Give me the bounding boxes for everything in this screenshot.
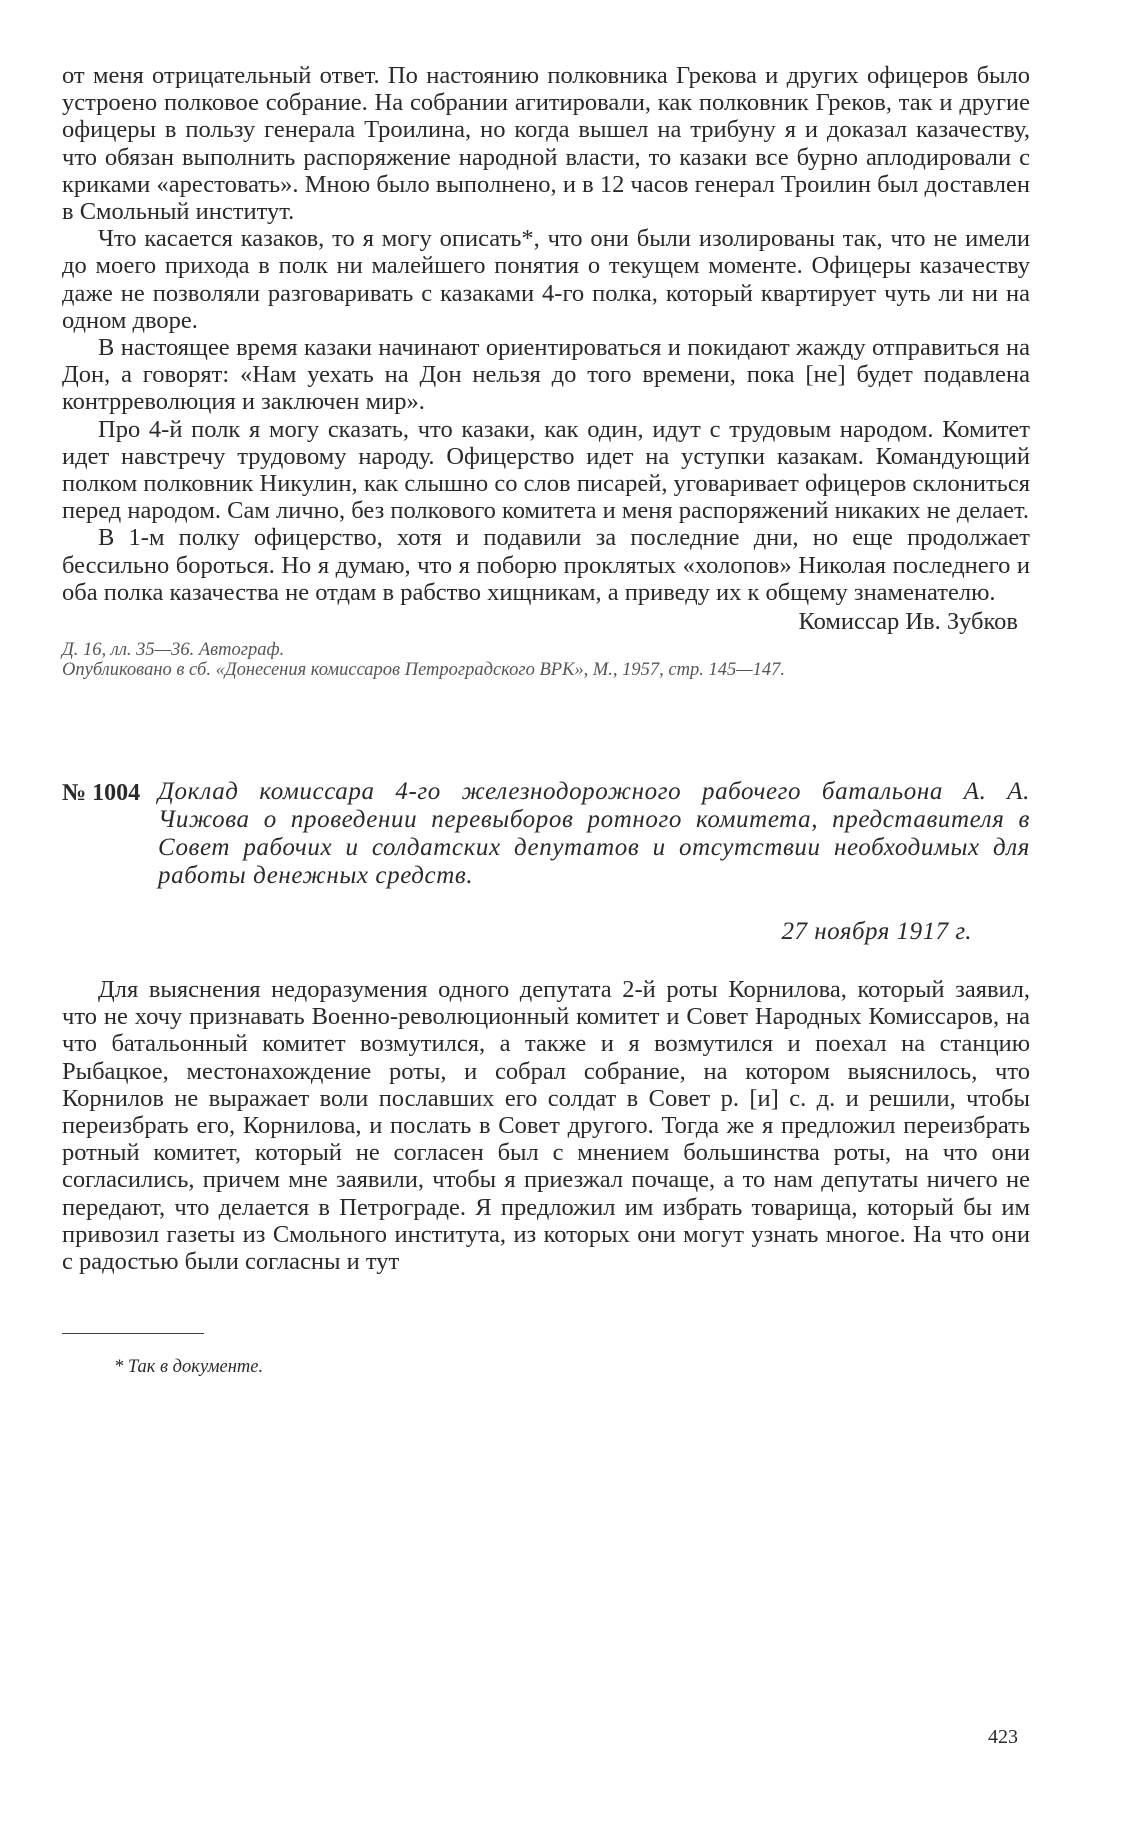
page-number: 423: [988, 1726, 1018, 1748]
document-header: [62, 778, 1030, 890]
paragraph-cossacks: Что касается казаков, то я могу описать*, что они были изолированы так, что не имели до моего прихода в полк ни малейшего понятия о текущем моменте. Офицеры казачеству даже не позволяли разговаривать с казаками 4-го полка, который квартирует чуть ли ни на одном дворе.: [62, 225, 1030, 334]
source-archive: Д. 16, лл. 35—36. Автограф.: [62, 640, 285, 661]
source-published: Опубликовано в сб. «Донесения комиссаров Петроградского ВРК», М., 1957, стр. 145—147.: [62, 660, 786, 681]
footnote-divider: [62, 1333, 204, 1334]
document-body: Для выяснения недоразумения одного депутата 2-й роты Корнилова, который заявил, что не хочу признавать Военно-революционный комитет и Совет Народных Комиссаров, на что батальонный комитет возмутился, а также и я возмутился и поехал на станцию Рыбацкое, местонахождение роты, и собрал собрание, на котором выяснилось, что Корнилов не выражает воли пославших его солдат в Совет р. [и] с. д. и решили, чтобы переизбрать его, Корнилова, и послать в Совет другого. Тогда же я предложил переизбрать ротный комитет, который не согласен был с мнением большинства роты, на что они согласились, причем мне заявили, чтобы я приезжал почаще, а то нам депутаты ничего не передают, что делается в Петрограде. Я предложил им избрать товарища, который бы им привозил газеты из Смольного института, из которых они могут узнать многое. На что они с радостью были согласны и тут: [62, 976, 1030, 1276]
document-date: 27 ноября 1917 г.: [781, 918, 972, 946]
paragraph-continuation: от меня отрицательный ответ. По настоянию полковника Грекова и других офицеров было устроено полковое собрание. На собрании агитировали, как полковник Греков, так и другие офицеры в пользу генерала Троилина, но когда вышел на трибуну я и доказал казачеству, что обязан выполнить распоряжение народной власти, то казаки все бурно аплодировали с криками «арестовать». Мною было выполнено, и в 12 часов генерал Троилин был доставлен в Смольный институт.: [62, 62, 1030, 226]
paragraph-present-time: В настоящее время казаки начинают ориентироваться и покидают жажду отправиться на Дон, а говорят: «Нам уехать на Дон нельзя до того времени, пока [не] будет подавлена контрреволюция и заключен мир».: [62, 334, 1030, 416]
paragraph-4th-regiment: Про 4-й полк я могу сказать, что казаки, как один, идут с трудовым народом. Комитет идет навстречу трудовому народу. Офицерство идет на уступки казакам. Командующий полком полковник Никулин, как слышно со слов писарей, уговаривает офицеров склониться перед народом. Сам лично, без полкового комитета и меня распоряжений никаких не делает.: [62, 415, 1030, 525]
document-title: Доклад комиссара 4-го железнодорожного рабочего батальона А. А. Чижова о проведении перевыборов ротного комитета, представителя в Совет рабочих и солдатских депутатов и отсутствии необходимых для работы денежных средств.: [158, 778, 1030, 890]
signature: Комиссар Ив. Зубков: [798, 608, 1018, 636]
paragraph-1st-regiment: В 1-м полку офицерство, хотя и подавили за последние дни, но еще продолжает бессильно бороться. Но я думаю, что я поборю проклятых «холопов» Николая последнего и оба полка казачества не отдам в рабство хищникам, а приведу их к общему знаменателю.: [62, 524, 1030, 606]
footnote: * Так в документе.: [114, 1357, 264, 1378]
page-content: [62, 62, 1030, 1378]
document-number: № 1004: [62, 780, 141, 807]
